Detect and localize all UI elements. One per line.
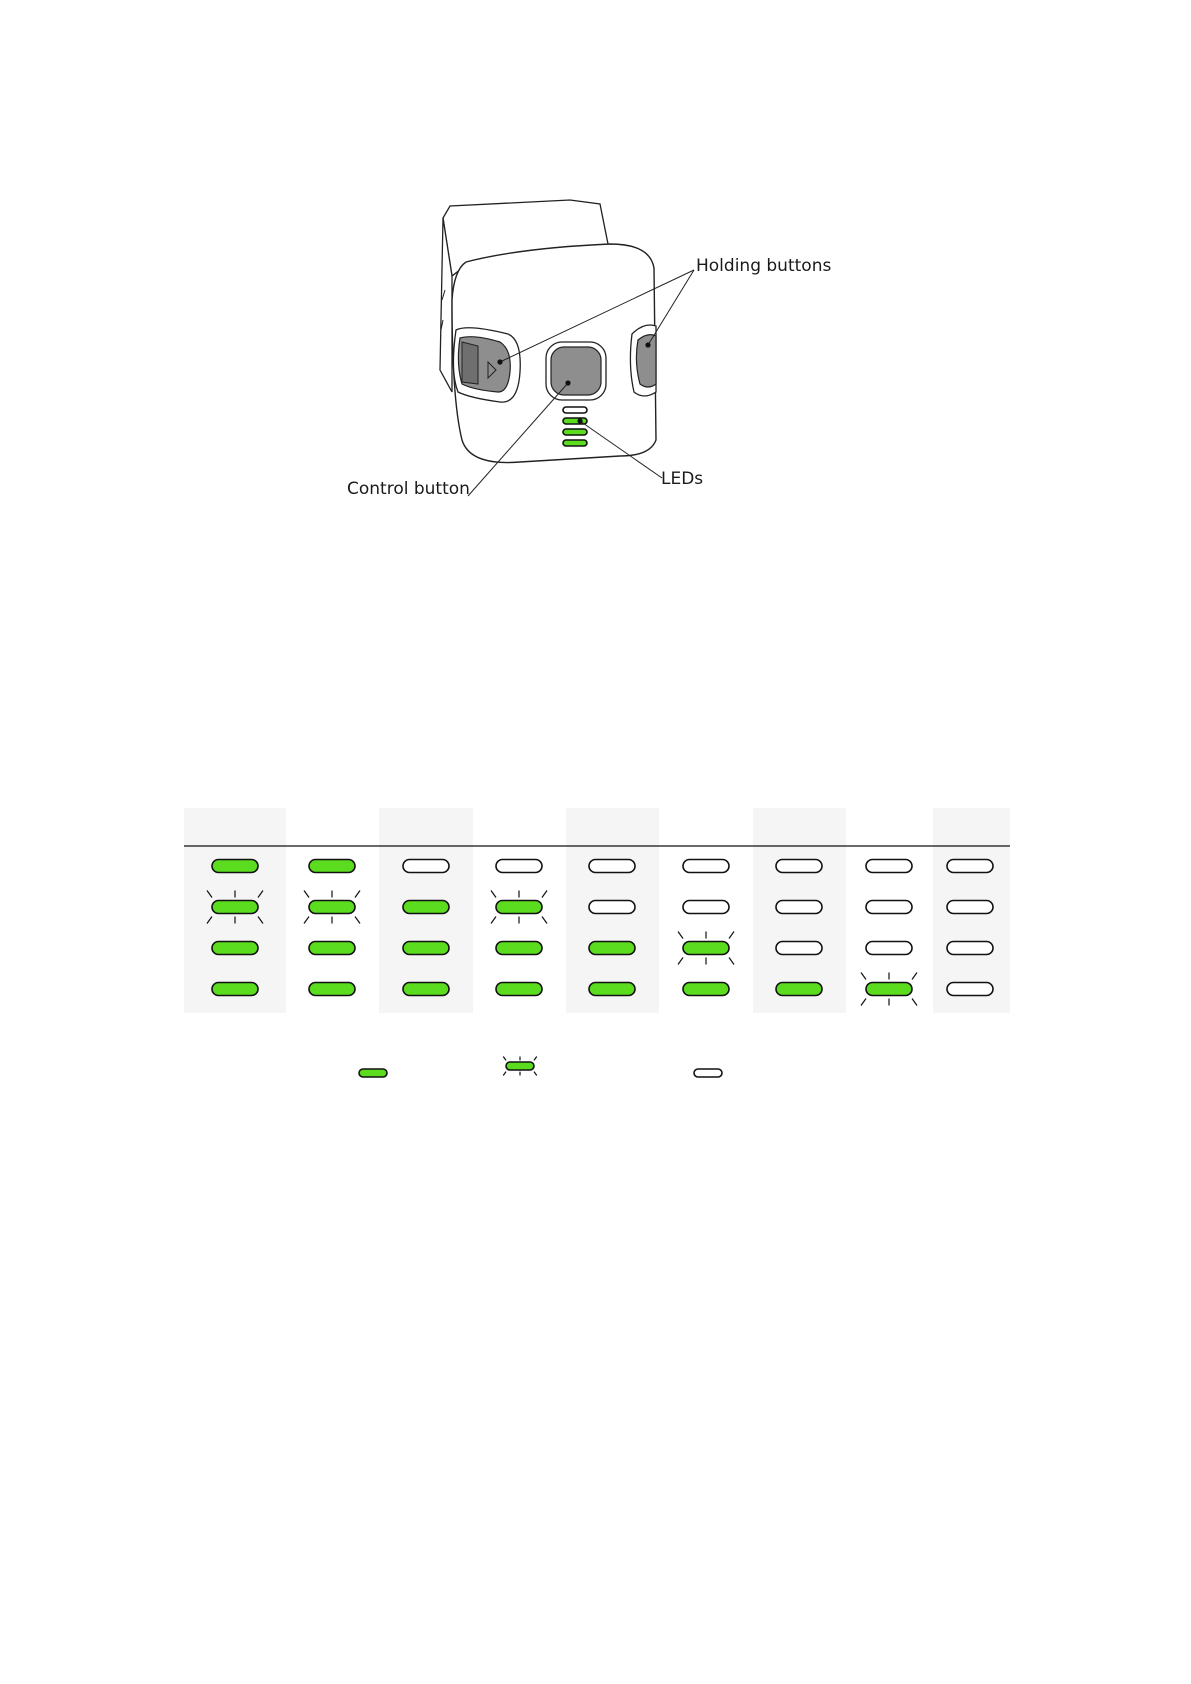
- led-solid-indicator: [309, 983, 355, 996]
- led-off-indicator: [589, 860, 635, 873]
- table-column-6: [678, 860, 734, 996]
- table-column-4: [491, 860, 547, 996]
- led-blink-indicator: [861, 973, 917, 1006]
- legend-blink-icon: [503, 1057, 537, 1076]
- legend-solid-icon: [359, 1069, 387, 1077]
- holding-buttons-label: Holding buttons: [696, 256, 832, 276]
- led-solid-indicator: [212, 942, 258, 955]
- table-column-2: [304, 860, 360, 996]
- right-holding-button: [636, 335, 656, 387]
- led-off-indicator: [866, 942, 912, 955]
- led-blink-indicator: [491, 891, 547, 924]
- battery-led-4: [563, 440, 587, 446]
- led-off-indicator: [947, 860, 993, 873]
- led-off-indicator: [947, 942, 993, 955]
- led-off-indicator: [947, 983, 993, 996]
- legend-graphic: [0, 1050, 1191, 1090]
- led-legend: [0, 1050, 1191, 1090]
- led-solid-indicator: [589, 942, 635, 955]
- led-off-indicator: [589, 901, 635, 914]
- led-off-indicator: [776, 942, 822, 955]
- led-off-indicator: [683, 860, 729, 873]
- led-solid-indicator: [589, 983, 635, 996]
- battery-illustration: [0, 0, 1191, 520]
- led-solid-indicator: [496, 983, 542, 996]
- legend-off-icon: [694, 1069, 722, 1077]
- led-blink-indicator: [304, 891, 360, 924]
- led-off-indicator: [776, 860, 822, 873]
- control-button: [551, 347, 601, 395]
- control-button-label: Control button: [347, 479, 470, 499]
- battery-led-3: [563, 429, 587, 435]
- led-solid-indicator: [212, 860, 258, 873]
- table-column-8: [861, 860, 917, 1006]
- led-solid-indicator: [403, 901, 449, 914]
- leds-label: LEDs: [661, 469, 704, 489]
- led-off-indicator: [947, 901, 993, 914]
- led-off-indicator: [683, 901, 729, 914]
- led-blink-indicator: [678, 932, 734, 965]
- led-solid-indicator: [403, 942, 449, 955]
- led-solid-indicator: [212, 983, 258, 996]
- led-solid-indicator: [776, 983, 822, 996]
- led-off-indicator: [776, 901, 822, 914]
- led-solid-indicator: [309, 860, 355, 873]
- led-solid-indicator: [403, 983, 449, 996]
- battery-led-1: [563, 407, 587, 413]
- led-solid-indicator: [309, 942, 355, 955]
- led-off-indicator: [866, 901, 912, 914]
- battery-diagram: [0, 0, 1191, 520]
- led-off-indicator: [403, 860, 449, 873]
- led-off-indicator: [496, 860, 542, 873]
- led-table-graphic: [0, 800, 1191, 1030]
- led-solid-indicator: [683, 983, 729, 996]
- led-solid-indicator: [496, 942, 542, 955]
- led-off-indicator: [866, 860, 912, 873]
- led-status-table: [0, 800, 1191, 1030]
